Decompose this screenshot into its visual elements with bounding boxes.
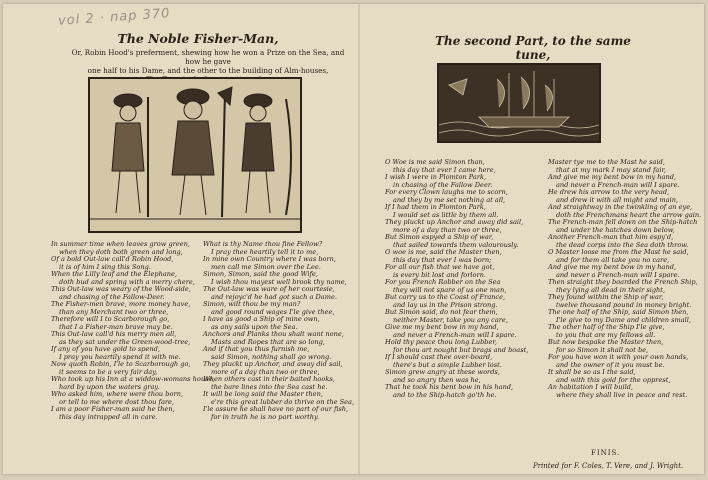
verse-line: and for them all take you no care, xyxy=(556,255,670,264)
verse-line: I pray thee heartily tell it to me, xyxy=(211,247,319,256)
woodcut-ship xyxy=(437,63,601,143)
verse-line: as they sat under the Green-wood-tree, xyxy=(59,337,191,346)
verse-line: where they shall live in peace and rest. xyxy=(556,390,688,399)
verse-line: they lying all dead in their sight, xyxy=(556,285,666,294)
verse-line: than any Merchant two or three, xyxy=(59,307,169,316)
verse-line: this day intrapped all in care. xyxy=(59,412,158,421)
verse-line: the dead corps into the Sea doth throw. xyxy=(556,240,689,249)
verse-line: They pluckt up Anchor and away did sail, xyxy=(385,218,524,226)
center-fold xyxy=(358,4,360,474)
verse-line: that sailed towards them valourously. xyxy=(393,240,519,249)
verse-line: Another French-man that him espy'd, xyxy=(548,233,674,241)
verse-line: The one half of the Ship, said Simon then, xyxy=(548,308,689,316)
right-title: The second Part, to the same tune, xyxy=(435,34,631,62)
verse-line: is every bit lost and forlorn. xyxy=(393,270,487,279)
verse-line: For every Clown laughs me to scorn, xyxy=(385,188,508,196)
verse-line: and good round wages I'le give thee, xyxy=(211,307,335,316)
verse-column-3 xyxy=(385,159,528,399)
verse-line: neither Master, take you any care, xyxy=(393,315,508,324)
verse-line: For you have won it with your own hands, xyxy=(548,353,689,361)
verse-line: doth the Frenchmans heart the arrow gain. xyxy=(556,210,702,219)
verse-line: and with this gold for the opprest, xyxy=(556,375,671,384)
verse-line: men call me Simon over the Lee. xyxy=(211,262,321,271)
verse-line: O Woe is me said Simon than, xyxy=(385,158,485,166)
verse-line: e're this great lubber do thrive on the Sea, xyxy=(211,397,355,406)
verse-line: Simon, Simon, said the good Wife, xyxy=(203,270,318,278)
verse-line: If I had them in Plomton Park, xyxy=(385,203,486,211)
verse-line: to you that are my fellows all. xyxy=(556,330,656,339)
subtitle-line: Or, Robin Hood's preferment, shewing how he won a Prize on the Sea, and how he gave xyxy=(71,48,345,66)
verse-line: the bare lines into the Sea cast he. xyxy=(211,382,328,391)
verse-line: this day that ever I was born; xyxy=(393,255,492,264)
verse-line: And if that you thus furnish me, xyxy=(203,345,310,353)
verse-line: O Master loose me from the Mast he said, xyxy=(548,248,689,256)
manuscript-note: vol 2 · nap 370 xyxy=(57,6,171,29)
verse-line: more of a day than two or three, xyxy=(211,367,320,376)
verse-line: this day that ever I came here, xyxy=(393,165,496,174)
verse-line: that I a Fisher-man brave may be. xyxy=(59,322,173,331)
verse-line: In summer time when leaves grow green, xyxy=(51,240,191,248)
verse-line: and never a French-man will I spare. xyxy=(556,180,680,189)
verse-line: for in truth he is no part worthy. xyxy=(211,412,319,421)
verse-line: I wish thou mayest well brook thy name, xyxy=(211,277,347,286)
verse-line: Who took up his Inn at a widdow-womans house, xyxy=(51,375,215,383)
verse-line: The Out-law was ware of her courtesie, xyxy=(203,285,335,293)
verse-line: This Out-law was weary of the Wood-side, xyxy=(51,285,191,293)
verse-line: I'le give to my Dame and children small, xyxy=(556,315,691,324)
verse-line: and chasing of the Fallow-Deer. xyxy=(59,292,165,301)
verse-line: For all our fish that we have got, xyxy=(385,263,495,271)
verse-line: But carry us to the Coast of France, xyxy=(385,293,506,301)
verse-line: Give me my bent bow in my hand, xyxy=(385,323,499,331)
verse-line: and never a French-man will I spare. xyxy=(393,330,517,339)
three-men-illustration xyxy=(90,79,300,231)
verse-line: This Out-law call'd his merry men all, xyxy=(51,330,177,338)
verse-line: An habitation I will build, xyxy=(548,383,634,391)
verse-line: I am a poor Fisher-man said he then, xyxy=(51,405,175,413)
verse-line: I wish I were in Plomton Park, xyxy=(385,173,487,181)
verse-line: For you French Robber on the Sea xyxy=(385,278,501,286)
verse-line: as any sails upon the Sea. xyxy=(211,322,298,331)
verse-line: more of a day than two or three, xyxy=(393,225,502,234)
verse-line: when they doth both green and long, xyxy=(59,247,183,256)
verse-line: it is of him I sing this Song. xyxy=(59,262,151,271)
woodcut-three-men xyxy=(88,77,302,233)
verse-line: O woe is me, said the Master then, xyxy=(385,248,502,256)
verse-line: Who asked him, where were thou born, xyxy=(51,390,183,398)
finis-mark: FINIS. xyxy=(591,449,621,457)
verse-line: and rejoyc'd he had got such a Dame. xyxy=(211,292,337,301)
verse-line: I would set as little by them all. xyxy=(393,210,499,219)
verse-column-4 xyxy=(548,159,701,399)
verse-line: And give me my bent bow in my hand, xyxy=(548,173,677,181)
verse-line: Hold thy peace thou long Lubber, xyxy=(385,338,497,346)
verse-line: that at my mark I may stand fair, xyxy=(556,165,666,174)
verse-line: it seems to be a very fair day, xyxy=(59,367,158,376)
verse-line: for so Simon it shall not be, xyxy=(556,345,649,354)
verse-line: and they by me set nothing at all, xyxy=(393,195,506,204)
verse-line: That he took his bent bow in his hand, xyxy=(385,383,514,391)
verse-line: hard by upon the waters gray. xyxy=(59,382,160,391)
verse-line: Masts and Ropes that are so long, xyxy=(211,337,325,346)
verse-line: And give me my bent bow in my hand, xyxy=(548,263,677,271)
verse-line: there's but a simple Lubber lost. xyxy=(393,360,502,369)
verse-line: I pray you heartily spend it with me. xyxy=(59,352,181,361)
verse-line: and drew it with all might and main, xyxy=(556,195,679,204)
verse-line: I have as good a Ship of mine own, xyxy=(203,315,320,323)
verse-line: in chasing of the Fallow Deer. xyxy=(393,180,493,189)
verse-line: said Simon, nothing shall go wrong. xyxy=(211,352,332,361)
verse-line: They found within the Ship of war, xyxy=(548,293,664,301)
verse-line: doth bud and spring with a merry chere, xyxy=(59,277,195,286)
verse-line: In mine own Country where I was born, xyxy=(203,255,337,263)
verse-line: Master tye me to the Mast he said, xyxy=(548,158,665,166)
verse-line: If any of you have gold to spend, xyxy=(51,345,160,353)
verse-line: Simon grew angry at these words, xyxy=(385,368,500,376)
verse-line: and to the Ship-hatch go'th he. xyxy=(393,390,497,399)
verse-line: When others cast in their baited hooks, xyxy=(203,375,335,383)
verse-column-2 xyxy=(203,241,354,421)
verse-line: He drew his arrow to the very head, xyxy=(548,188,670,196)
verse-line: they will not spare of us one man, xyxy=(393,285,507,294)
verse-line: They pluckt up Anchor, and away did sail, xyxy=(203,360,343,368)
verse-line: The other half of the Ship I'le give, xyxy=(548,323,665,331)
verse-line: and never a French-man will I spare. xyxy=(556,270,680,279)
verse-line: Anchors and Planks thou shalt want none, xyxy=(203,330,344,338)
verse-line: But Simon espyed a Ship of war, xyxy=(385,233,494,241)
broadside-sheet xyxy=(3,4,704,474)
verse-line: Now quoth Robin, I'le to Scarborough go, xyxy=(51,360,191,368)
verse-line: for thou art nought but brags and boast, xyxy=(393,345,529,354)
verse-line: It will be long said the Master then, xyxy=(203,390,323,398)
verse-line: and so angry then was he, xyxy=(393,375,481,384)
verse-line: But Simon said, do not fear them, xyxy=(385,308,498,316)
verse-line: and the owner of it you must be. xyxy=(556,360,665,369)
ship-illustration xyxy=(439,65,599,141)
verse-line: But now bespake the Master then, xyxy=(548,338,664,346)
verse-line: twelve thousand pound in money bright. xyxy=(556,300,692,309)
verse-line: Of a bold Out-law call'd Robin Hood, xyxy=(51,255,174,263)
verse-line: Simon, wilt thou be my man? xyxy=(203,300,301,308)
verse-line: and lay us in the Prison strong. xyxy=(393,300,498,309)
printer-colophon: Printed for F. Coles, T. Vere, and J. Wright. xyxy=(533,462,684,470)
verse-line: Then straight they boarded the French Ship, xyxy=(548,278,698,286)
verse-line: and under the hatches down below, xyxy=(556,225,675,234)
verse-line: The French-man fell down on the Ship-hatch xyxy=(548,218,698,226)
verse-line: What is thy Name thou fine Fellow? xyxy=(203,240,323,248)
subtitle-line: one half to his Dame, and the other to the building of Alm-houses, xyxy=(87,66,329,75)
verse-line: Therefore will I to Scarborough go, xyxy=(51,315,170,323)
verse-column-1 xyxy=(51,241,214,421)
verse-line: The Fisher-men brave, more money have, xyxy=(51,300,191,308)
verse-line: When the Lilly leaf and the Elephane, xyxy=(51,270,178,278)
verse-line: or tell to me where dost thou fare, xyxy=(59,397,175,406)
left-title: The Noble Fisher-Man, xyxy=(117,31,279,46)
verse-line: It shall be so as I the said, xyxy=(548,368,636,376)
verse-line: If I should cast thee over-board, xyxy=(385,353,493,361)
verse-line: And straightway in the twinkling of an eye, xyxy=(548,203,693,211)
verse-line: I'le assure he shall have no part of our fish, xyxy=(203,405,349,413)
